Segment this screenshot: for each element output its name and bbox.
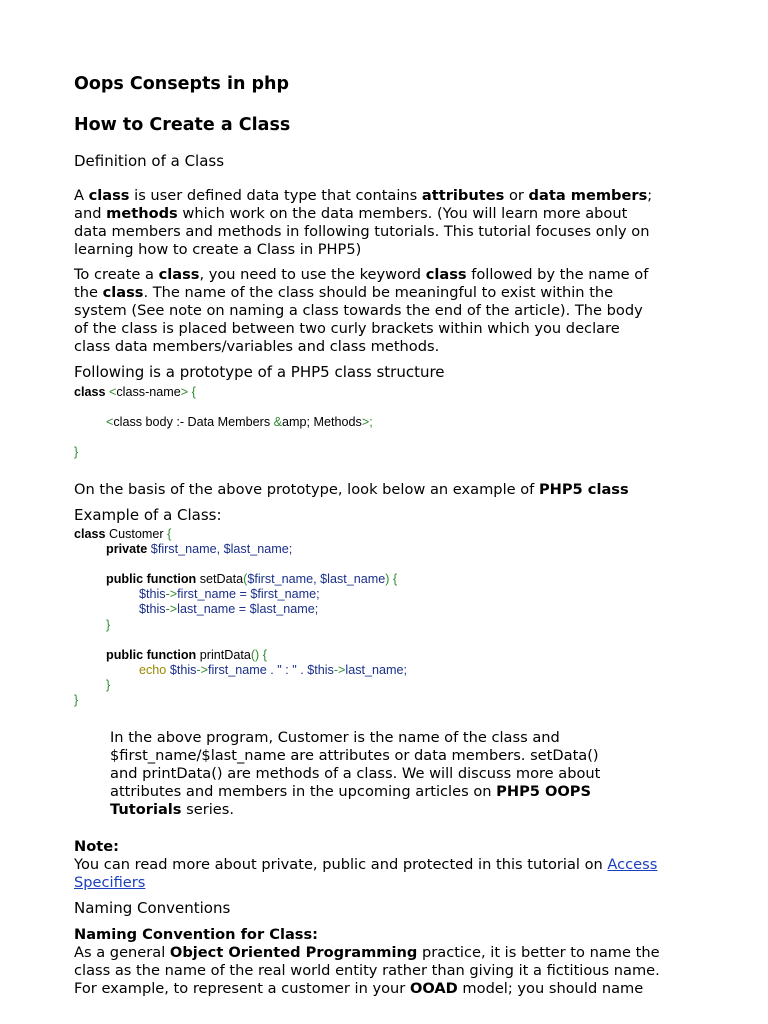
para1-line4: learning how to create a Class in PHP5)	[74, 241, 362, 258]
prototype-line2: <class body :- Data Members &amp; Methods>;	[106, 415, 373, 430]
document-title: Oops Consepts in php	[74, 74, 290, 94]
para2-line2: the class. The name of the class should be meaningful to exist within the	[74, 284, 614, 301]
code-blank2	[74, 633, 714, 648]
para2-line1: To create a class, you need to use the keyword class followed by the name of	[74, 266, 649, 283]
code-line-close3: }	[74, 693, 79, 708]
basis-paragraph: On the basis of the above prototype, look below an example of PHP5 class	[74, 480, 629, 498]
naming-class-heading: Naming Convention for Class:	[74, 925, 319, 943]
code-line-close2: }	[106, 678, 111, 693]
explain-line5: Tutorials series.	[110, 800, 234, 818]
naming-line2: class as the name of the real world entity rather than giving it a fictitious name.	[74, 961, 660, 979]
code-line-setdata: public function setData($first_name, $last_name) {	[106, 572, 398, 587]
code-blank1	[74, 557, 714, 572]
para2-line4: of the class is placed between two curly brackets within which you declare	[74, 320, 620, 337]
para2-line3: system (See note on naming a class towards the end of the article). The body	[74, 302, 643, 319]
para1-line1: A class is user defined data type that contains attributes or data members;	[74, 187, 653, 204]
code-line-close1: }	[106, 617, 111, 632]
prototype-line3: }	[74, 445, 79, 460]
code-line-echo: echo $this->first_name . " : " . $this->last_name;	[139, 663, 407, 678]
explanation-paragraph	[74, 729, 714, 819]
code-line-class: class Customer {	[74, 526, 172, 541]
explain-line4: attributes and members in the upcoming articles on PHP5 OOPS	[110, 782, 592, 800]
explain-line1: In the above program, Customer is the name of the class and	[110, 728, 560, 746]
para1-line3: data members and methods in following tutorials. This tutorial focuses only on	[74, 223, 650, 240]
prototype-blank	[74, 400, 714, 415]
example-code-block	[74, 527, 714, 709]
note-heading: Note:	[74, 837, 119, 855]
definition-paragraph	[74, 187, 714, 259]
document-content	[74, 72, 714, 998]
prototype-blank2	[74, 430, 714, 445]
explain-line2: $first_name/$last_name are attributes or data members. setData()	[110, 746, 599, 764]
prototype-heading: Following is a prototype of a PHP5 class structure	[74, 363, 445, 381]
code-line-printdata: public function printData() {	[106, 647, 267, 662]
note-line2	[74, 874, 714, 892]
explain-line3: and printData() are methods of a class. We will discuss more about	[110, 764, 601, 782]
access-specifiers-link-continued[interactable]: Specifiers	[74, 873, 146, 891]
naming-line1: As a general Object Oriented Programming practice, it is better to name the	[74, 943, 660, 961]
para1-line2: and methods which work on the data members. (You will learn more about	[74, 205, 628, 222]
definition-heading: Definition of a Class	[74, 152, 225, 170]
access-specifiers-link[interactable]: Access	[607, 855, 658, 873]
code-line-assign-first: $this->first_name = $first_name;	[139, 587, 320, 602]
prototype-code-block	[74, 385, 714, 461]
naming-line3: For example, to represent a customer in your OOAD model; you should name	[74, 979, 644, 997]
prototype-line1: class <class-name> {	[74, 385, 196, 399]
example-heading: Example of a Class:	[74, 505, 222, 524]
section-title: How to Create a Class	[74, 115, 291, 135]
code-line-private: private $first_name, $last_name;	[106, 541, 293, 556]
para2-line5: class data members/variables and class methods.	[74, 338, 440, 355]
note-line1: You can read more about private, public and protected in this tutorial on Access	[74, 855, 658, 873]
create-class-paragraph	[74, 266, 714, 356]
code-line-assign-last: $this->last_name = $last_name;	[139, 602, 319, 617]
naming-heading: Naming Conventions	[74, 898, 231, 917]
